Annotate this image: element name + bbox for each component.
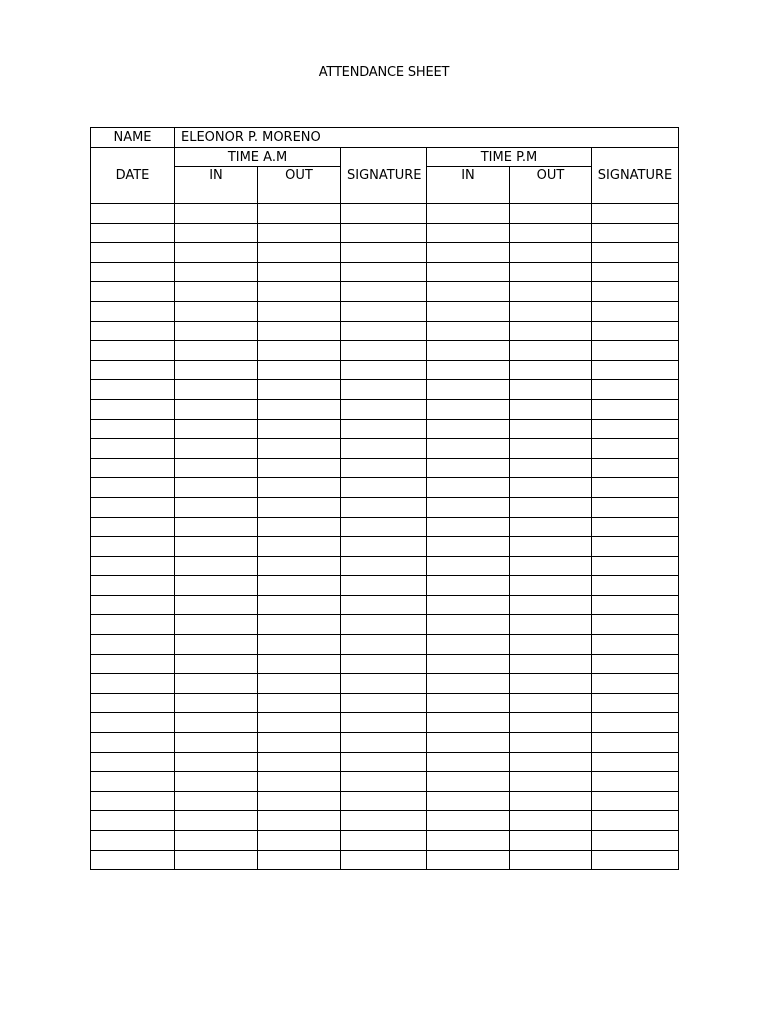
pm-in-cell xyxy=(427,360,510,380)
am-in-cell xyxy=(175,537,258,557)
pm-out-cell xyxy=(510,282,592,302)
am-in-cell xyxy=(175,772,258,792)
am-signature-cell xyxy=(341,595,427,615)
signature-am-header: SIGNATURE xyxy=(341,148,427,204)
date-cell xyxy=(91,811,175,831)
am-out-cell xyxy=(258,654,341,674)
pm-out-cell xyxy=(510,360,592,380)
pm-out-cell xyxy=(510,615,592,635)
pm-in-cell xyxy=(427,341,510,361)
table-row xyxy=(91,831,679,851)
table-row xyxy=(91,752,679,772)
am-signature-cell xyxy=(341,223,427,243)
pm-out-cell xyxy=(510,635,592,655)
pm-signature-cell xyxy=(592,693,679,713)
pm-out-cell xyxy=(510,380,592,400)
pm-signature-cell xyxy=(592,360,679,380)
date-cell xyxy=(91,282,175,302)
am-signature-cell xyxy=(341,831,427,851)
table-row xyxy=(91,791,679,811)
pm-signature-cell xyxy=(592,713,679,733)
date-header: DATE xyxy=(91,148,175,204)
am-in-cell xyxy=(175,576,258,596)
pm-signature-cell xyxy=(592,243,679,263)
am-signature-cell xyxy=(341,360,427,380)
pm-out-cell xyxy=(510,399,592,419)
pm-in-header: IN xyxy=(427,167,510,204)
am-signature-cell xyxy=(341,419,427,439)
am-out-cell xyxy=(258,399,341,419)
table-row xyxy=(91,615,679,635)
am-out-cell xyxy=(258,576,341,596)
am-in-cell xyxy=(175,674,258,694)
table-row xyxy=(91,497,679,517)
am-signature-cell xyxy=(341,243,427,263)
pm-in-cell xyxy=(427,243,510,263)
pm-in-cell xyxy=(427,497,510,517)
pm-out-cell xyxy=(510,478,592,498)
date-cell xyxy=(91,537,175,557)
date-cell xyxy=(91,262,175,282)
am-in-cell xyxy=(175,615,258,635)
date-cell xyxy=(91,419,175,439)
table-row xyxy=(91,654,679,674)
am-in-cell xyxy=(175,556,258,576)
date-cell xyxy=(91,850,175,870)
pm-signature-cell xyxy=(592,733,679,753)
pm-signature-cell xyxy=(592,595,679,615)
table-row xyxy=(91,243,679,263)
pm-in-cell xyxy=(427,223,510,243)
pm-out-cell xyxy=(510,713,592,733)
date-cell xyxy=(91,204,175,224)
pm-signature-cell xyxy=(592,556,679,576)
date-cell xyxy=(91,693,175,713)
am-in-cell xyxy=(175,478,258,498)
am-signature-cell xyxy=(341,458,427,478)
pm-out-cell xyxy=(510,752,592,772)
am-in-cell xyxy=(175,733,258,753)
pm-out-cell xyxy=(510,243,592,263)
am-in-cell xyxy=(175,282,258,302)
pm-out-cell xyxy=(510,458,592,478)
am-out-cell xyxy=(258,831,341,851)
pm-in-cell xyxy=(427,791,510,811)
am-signature-cell xyxy=(341,850,427,870)
pm-signature-cell xyxy=(592,223,679,243)
pm-signature-cell xyxy=(592,301,679,321)
am-in-cell xyxy=(175,752,258,772)
am-signature-cell xyxy=(341,635,427,655)
am-signature-cell xyxy=(341,713,427,733)
am-out-cell xyxy=(258,615,341,635)
pm-out-cell xyxy=(510,517,592,537)
pm-in-cell xyxy=(427,204,510,224)
am-out-header: OUT xyxy=(258,167,341,204)
am-signature-cell xyxy=(341,576,427,596)
pm-in-cell xyxy=(427,380,510,400)
pm-out-cell xyxy=(510,497,592,517)
am-signature-cell xyxy=(341,321,427,341)
table-row xyxy=(91,262,679,282)
pm-out-cell xyxy=(510,831,592,851)
am-in-cell xyxy=(175,262,258,282)
date-cell xyxy=(91,595,175,615)
pm-in-cell xyxy=(427,595,510,615)
table-row xyxy=(91,850,679,870)
pm-in-cell xyxy=(427,752,510,772)
am-signature-cell xyxy=(341,556,427,576)
am-signature-cell xyxy=(341,439,427,459)
table-row xyxy=(91,380,679,400)
pm-in-cell xyxy=(427,478,510,498)
am-signature-cell xyxy=(341,791,427,811)
pm-out-cell xyxy=(510,419,592,439)
pm-out-cell xyxy=(510,556,592,576)
am-in-cell xyxy=(175,243,258,263)
pm-signature-cell xyxy=(592,674,679,694)
pm-out-cell xyxy=(510,321,592,341)
pm-signature-cell xyxy=(592,399,679,419)
table-row xyxy=(91,341,679,361)
am-out-cell xyxy=(258,497,341,517)
pm-signature-cell xyxy=(592,752,679,772)
am-in-cell xyxy=(175,517,258,537)
date-cell xyxy=(91,615,175,635)
am-in-cell xyxy=(175,223,258,243)
am-in-cell xyxy=(175,301,258,321)
pm-signature-cell xyxy=(592,791,679,811)
date-cell xyxy=(91,654,175,674)
am-out-cell xyxy=(258,693,341,713)
time-pm-header: TIME P.M xyxy=(427,148,592,167)
am-out-cell xyxy=(258,556,341,576)
table-row xyxy=(91,458,679,478)
am-signature-cell xyxy=(341,204,427,224)
pm-signature-cell xyxy=(592,458,679,478)
am-in-cell xyxy=(175,811,258,831)
am-in-cell xyxy=(175,497,258,517)
am-signature-cell xyxy=(341,478,427,498)
am-signature-cell xyxy=(341,301,427,321)
table-row xyxy=(91,674,679,694)
pm-signature-cell xyxy=(592,811,679,831)
date-cell xyxy=(91,458,175,478)
am-in-cell xyxy=(175,321,258,341)
am-in-cell xyxy=(175,713,258,733)
pm-out-cell xyxy=(510,811,592,831)
pm-out-cell xyxy=(510,223,592,243)
am-signature-cell xyxy=(341,497,427,517)
table-row xyxy=(91,223,679,243)
pm-in-cell xyxy=(427,556,510,576)
date-cell xyxy=(91,243,175,263)
pm-in-cell xyxy=(427,831,510,851)
am-out-cell xyxy=(258,282,341,302)
table-row xyxy=(91,635,679,655)
am-out-cell xyxy=(258,360,341,380)
am-in-cell xyxy=(175,595,258,615)
pm-signature-cell xyxy=(592,517,679,537)
pm-in-cell xyxy=(427,419,510,439)
am-in-cell xyxy=(175,380,258,400)
pm-signature-cell xyxy=(592,478,679,498)
am-out-cell xyxy=(258,537,341,557)
am-out-cell xyxy=(258,380,341,400)
am-in-cell xyxy=(175,204,258,224)
am-in-cell xyxy=(175,458,258,478)
date-cell xyxy=(91,733,175,753)
am-in-cell xyxy=(175,791,258,811)
pm-out-cell xyxy=(510,204,592,224)
table-row xyxy=(91,811,679,831)
pm-signature-cell xyxy=(592,204,679,224)
am-signature-cell xyxy=(341,654,427,674)
pm-signature-cell xyxy=(592,341,679,361)
pm-signature-cell xyxy=(592,615,679,635)
date-cell xyxy=(91,478,175,498)
am-out-cell xyxy=(258,791,341,811)
am-out-cell xyxy=(258,811,341,831)
date-cell xyxy=(91,635,175,655)
date-cell xyxy=(91,360,175,380)
pm-in-cell xyxy=(427,713,510,733)
pm-out-cell xyxy=(510,439,592,459)
pm-in-cell xyxy=(427,517,510,537)
am-signature-cell xyxy=(341,811,427,831)
table-row xyxy=(91,733,679,753)
am-in-cell xyxy=(175,635,258,655)
date-cell xyxy=(91,772,175,792)
am-in-cell xyxy=(175,439,258,459)
table-row xyxy=(91,693,679,713)
name-label: NAME xyxy=(91,128,175,148)
am-signature-cell xyxy=(341,693,427,713)
am-signature-cell xyxy=(341,752,427,772)
table-row xyxy=(91,321,679,341)
pm-out-header: OUT xyxy=(510,167,592,204)
pm-signature-cell xyxy=(592,321,679,341)
am-in-cell xyxy=(175,360,258,380)
am-signature-cell xyxy=(341,399,427,419)
am-in-header: IN xyxy=(175,167,258,204)
pm-out-cell xyxy=(510,262,592,282)
time-am-header: TIME A.M xyxy=(175,148,341,167)
table-row xyxy=(91,282,679,302)
am-signature-cell xyxy=(341,537,427,557)
pm-in-cell xyxy=(427,811,510,831)
date-cell xyxy=(91,223,175,243)
am-out-cell xyxy=(258,517,341,537)
time-header-row xyxy=(91,148,679,167)
pm-signature-cell xyxy=(592,850,679,870)
pm-out-cell xyxy=(510,576,592,596)
pm-in-cell xyxy=(427,576,510,596)
am-out-cell xyxy=(258,341,341,361)
date-cell xyxy=(91,674,175,694)
am-in-cell xyxy=(175,693,258,713)
pm-out-cell xyxy=(510,595,592,615)
date-cell xyxy=(91,713,175,733)
pm-in-cell xyxy=(427,615,510,635)
name-row xyxy=(91,128,679,148)
pm-out-cell xyxy=(510,772,592,792)
date-cell xyxy=(91,497,175,517)
pm-signature-cell xyxy=(592,262,679,282)
pm-in-cell xyxy=(427,733,510,753)
date-cell xyxy=(91,341,175,361)
pm-out-cell xyxy=(510,674,592,694)
am-signature-cell xyxy=(341,674,427,694)
am-out-cell xyxy=(258,733,341,753)
am-out-cell xyxy=(258,243,341,263)
am-out-cell xyxy=(258,419,341,439)
pm-signature-cell xyxy=(592,497,679,517)
pm-signature-cell xyxy=(592,635,679,655)
pm-in-cell xyxy=(427,693,510,713)
table-row xyxy=(91,713,679,733)
pm-out-cell xyxy=(510,654,592,674)
date-cell xyxy=(91,791,175,811)
pm-signature-cell xyxy=(592,439,679,459)
table-row xyxy=(91,772,679,792)
table-row xyxy=(91,556,679,576)
date-cell xyxy=(91,831,175,851)
pm-signature-cell xyxy=(592,419,679,439)
date-cell xyxy=(91,380,175,400)
am-signature-cell xyxy=(341,517,427,537)
pm-out-cell xyxy=(510,537,592,557)
date-cell xyxy=(91,439,175,459)
am-signature-cell xyxy=(341,733,427,753)
pm-in-cell xyxy=(427,537,510,557)
date-cell xyxy=(91,556,175,576)
am-out-cell xyxy=(258,478,341,498)
pm-out-cell xyxy=(510,301,592,321)
table-row xyxy=(91,595,679,615)
am-in-cell xyxy=(175,850,258,870)
pm-out-cell xyxy=(510,693,592,713)
pm-in-cell xyxy=(427,301,510,321)
date-cell xyxy=(91,576,175,596)
pm-signature-cell xyxy=(592,654,679,674)
pm-out-cell xyxy=(510,850,592,870)
table-row xyxy=(91,576,679,596)
am-out-cell xyxy=(258,204,341,224)
am-signature-cell xyxy=(341,380,427,400)
am-signature-cell xyxy=(341,262,427,282)
table-row xyxy=(91,478,679,498)
am-out-cell xyxy=(258,713,341,733)
page-title: ATTENDANCE SHEET xyxy=(318,65,450,80)
am-out-cell xyxy=(258,439,341,459)
pm-in-cell xyxy=(427,262,510,282)
am-in-cell xyxy=(175,399,258,419)
pm-in-cell xyxy=(427,654,510,674)
am-in-cell xyxy=(175,341,258,361)
pm-in-cell xyxy=(427,399,510,419)
pm-in-cell xyxy=(427,850,510,870)
pm-signature-cell xyxy=(592,537,679,557)
am-signature-cell xyxy=(341,615,427,635)
am-signature-cell xyxy=(341,772,427,792)
am-out-cell xyxy=(258,850,341,870)
table-row xyxy=(91,419,679,439)
name-value: ELEONOR P. MORENO xyxy=(175,128,679,148)
pm-in-cell xyxy=(427,439,510,459)
pm-in-cell xyxy=(427,674,510,694)
date-cell xyxy=(91,399,175,419)
am-out-cell xyxy=(258,752,341,772)
am-out-cell xyxy=(258,674,341,694)
table-row xyxy=(91,360,679,380)
pm-out-cell xyxy=(510,733,592,753)
am-in-cell xyxy=(175,654,258,674)
pm-in-cell xyxy=(427,321,510,341)
am-out-cell xyxy=(258,301,341,321)
table-row xyxy=(91,301,679,321)
table-row xyxy=(91,204,679,224)
am-in-cell xyxy=(175,419,258,439)
am-out-cell xyxy=(258,223,341,243)
pm-signature-cell xyxy=(592,831,679,851)
pm-out-cell xyxy=(510,791,592,811)
am-out-cell xyxy=(258,458,341,478)
table-row xyxy=(91,517,679,537)
pm-out-cell xyxy=(510,341,592,361)
pm-signature-cell xyxy=(592,282,679,302)
date-cell xyxy=(91,517,175,537)
pm-in-cell xyxy=(427,458,510,478)
pm-signature-cell xyxy=(592,772,679,792)
am-out-cell xyxy=(258,595,341,615)
date-cell xyxy=(91,752,175,772)
signature-pm-header: SIGNATURE xyxy=(592,148,679,204)
am-out-cell xyxy=(258,321,341,341)
date-cell xyxy=(91,321,175,341)
am-out-cell xyxy=(258,635,341,655)
pm-in-cell xyxy=(427,772,510,792)
pm-signature-cell xyxy=(592,380,679,400)
pm-signature-cell xyxy=(592,576,679,596)
table-row xyxy=(91,439,679,459)
pm-in-cell xyxy=(427,635,510,655)
pm-in-cell xyxy=(427,282,510,302)
am-signature-cell xyxy=(341,282,427,302)
table-row xyxy=(91,399,679,419)
am-signature-cell xyxy=(341,341,427,361)
am-out-cell xyxy=(258,262,341,282)
table-row xyxy=(91,537,679,557)
date-cell xyxy=(91,301,175,321)
am-out-cell xyxy=(258,772,341,792)
am-in-cell xyxy=(175,831,258,851)
attendance-table xyxy=(90,127,679,870)
